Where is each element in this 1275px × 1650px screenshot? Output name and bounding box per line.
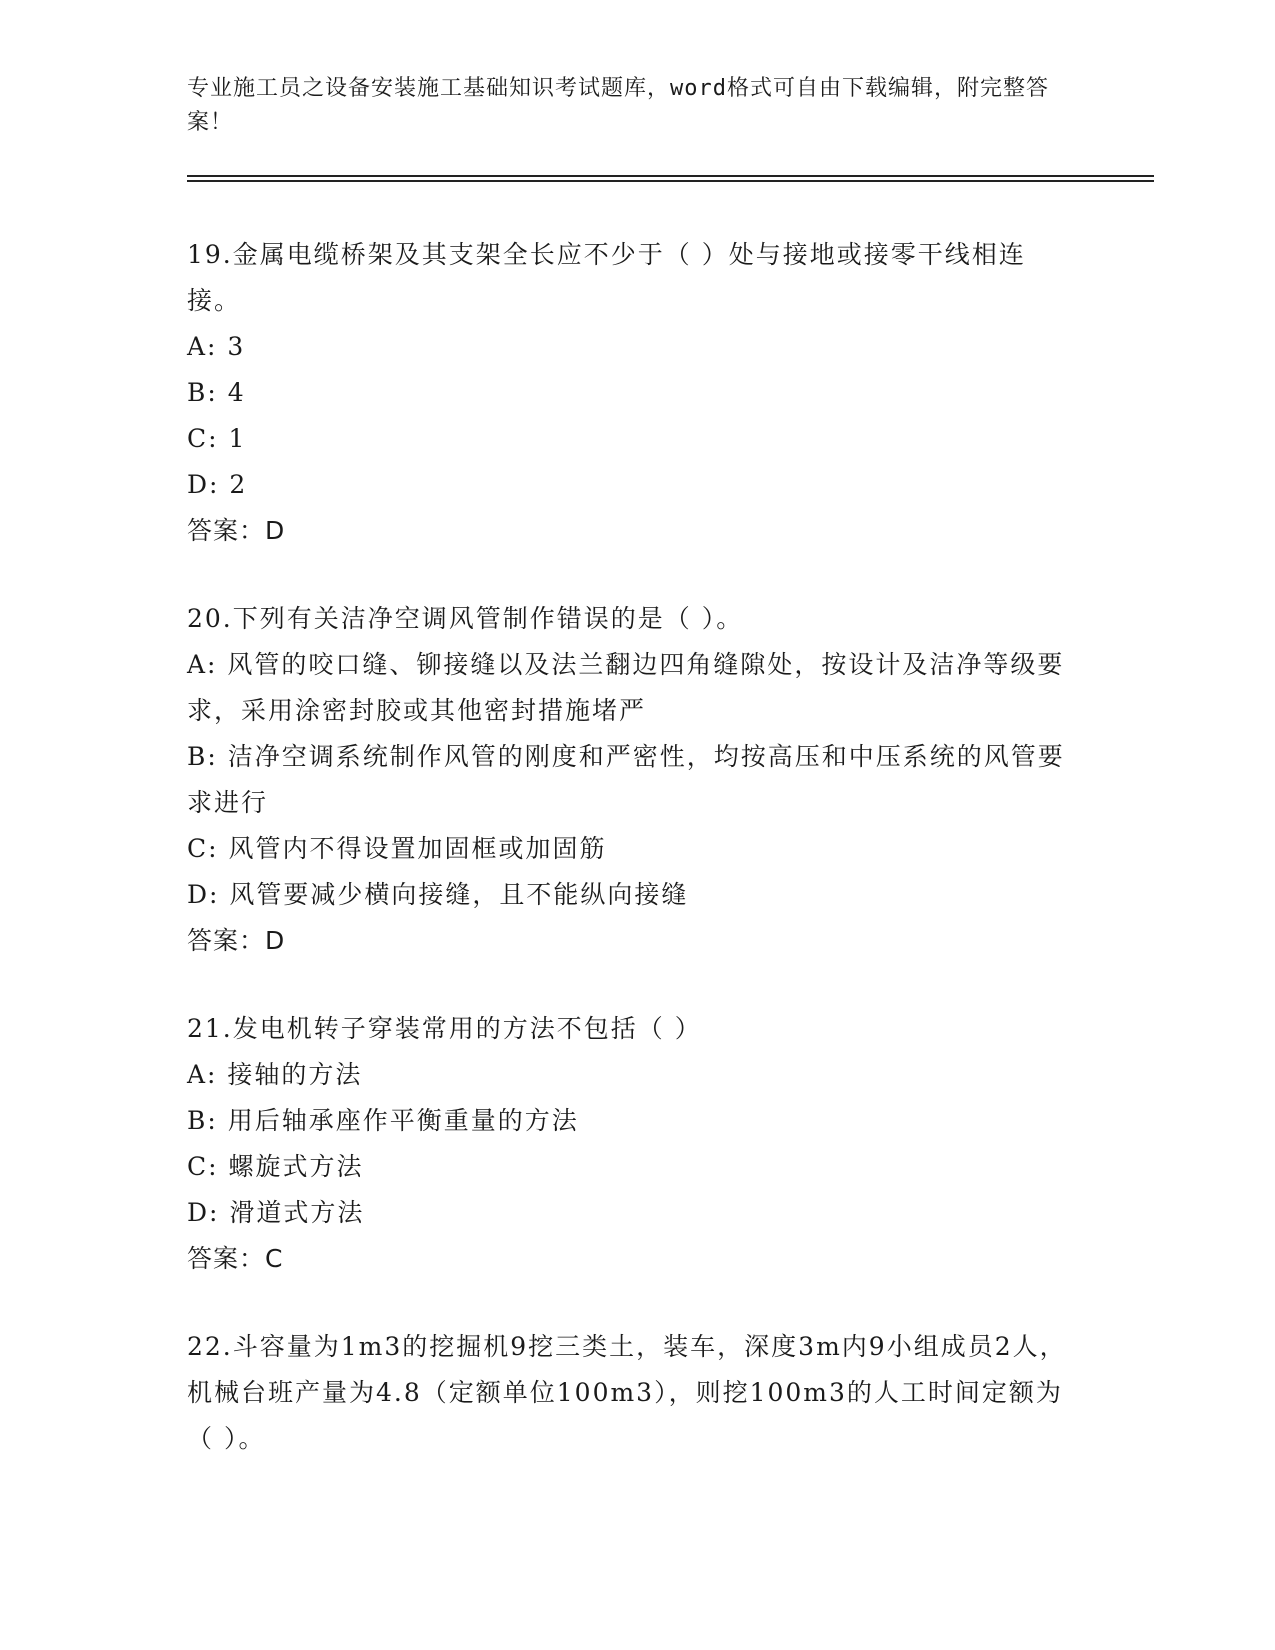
option-d: D: 风管要减少横向接缝，且不能纵向接缝 <box>187 880 689 909</box>
document-header: 专业施工员之设备安装施工基础知识考试题库，word格式可自由下载编辑，附完整答案！ <box>187 76 1049 135</box>
option-a: A: 风管的咬口缝、铆接缝以及法兰翻边四角缝隙处，按设计及洁净等级要求，采用涂密封胶或其他密封措施堵严 <box>187 650 1065 725</box>
option-b: B: 4 <box>187 378 246 407</box>
question-text: 21.发电机转子穿装常用的方法不包括（ ） <box>187 1014 702 1043</box>
answer-line: 答案：D <box>187 926 286 955</box>
answer-line: 答案：D <box>187 516 286 545</box>
question-19 <box>187 232 1077 554</box>
option-c: C: 螺旋式方法 <box>187 1152 364 1181</box>
option-b: B: 用后轴承座作平衡重量的方法 <box>187 1106 579 1135</box>
option-c: C: 风管内不得设置加固框或加固筋 <box>187 834 607 863</box>
question-text: 22.斗容量为1m3的挖掘机9挖三类土，装车，深度3m内9小组成员2人，机械台班产量为4.8（定额单位100m3），则挖100m3的人工时间定额为（ ）。 <box>187 1332 1067 1453</box>
question-spacer <box>187 964 1077 1006</box>
question-spacer <box>187 1282 1077 1324</box>
option-d: D: 滑道式方法 <box>187 1198 365 1227</box>
question-text: 19.金属电缆桥架及其支架全长应不少于（ ）处与接地或接零干线相连接。 <box>187 240 1026 315</box>
header-divider <box>187 175 1154 182</box>
option-a: A: 接轴的方法 <box>187 1060 363 1089</box>
option-b: B: 洁净空调系统制作风管的刚度和严密性，均按高压和中压系统的风管要求进行 <box>187 742 1065 817</box>
answer-line: 答案：C <box>187 1244 284 1273</box>
question-20 <box>187 596 1077 964</box>
question-spacer <box>187 554 1077 596</box>
option-c: C: 1 <box>187 424 247 453</box>
question-22 <box>187 1324 1077 1462</box>
option-d: D: 2 <box>187 470 248 499</box>
question-list <box>187 232 1077 1462</box>
question-text: 20.下列有关洁净空调风管制作错误的是（ ）。 <box>187 604 744 633</box>
question-21 <box>187 1006 1077 1282</box>
option-a: A: 3 <box>187 332 246 361</box>
